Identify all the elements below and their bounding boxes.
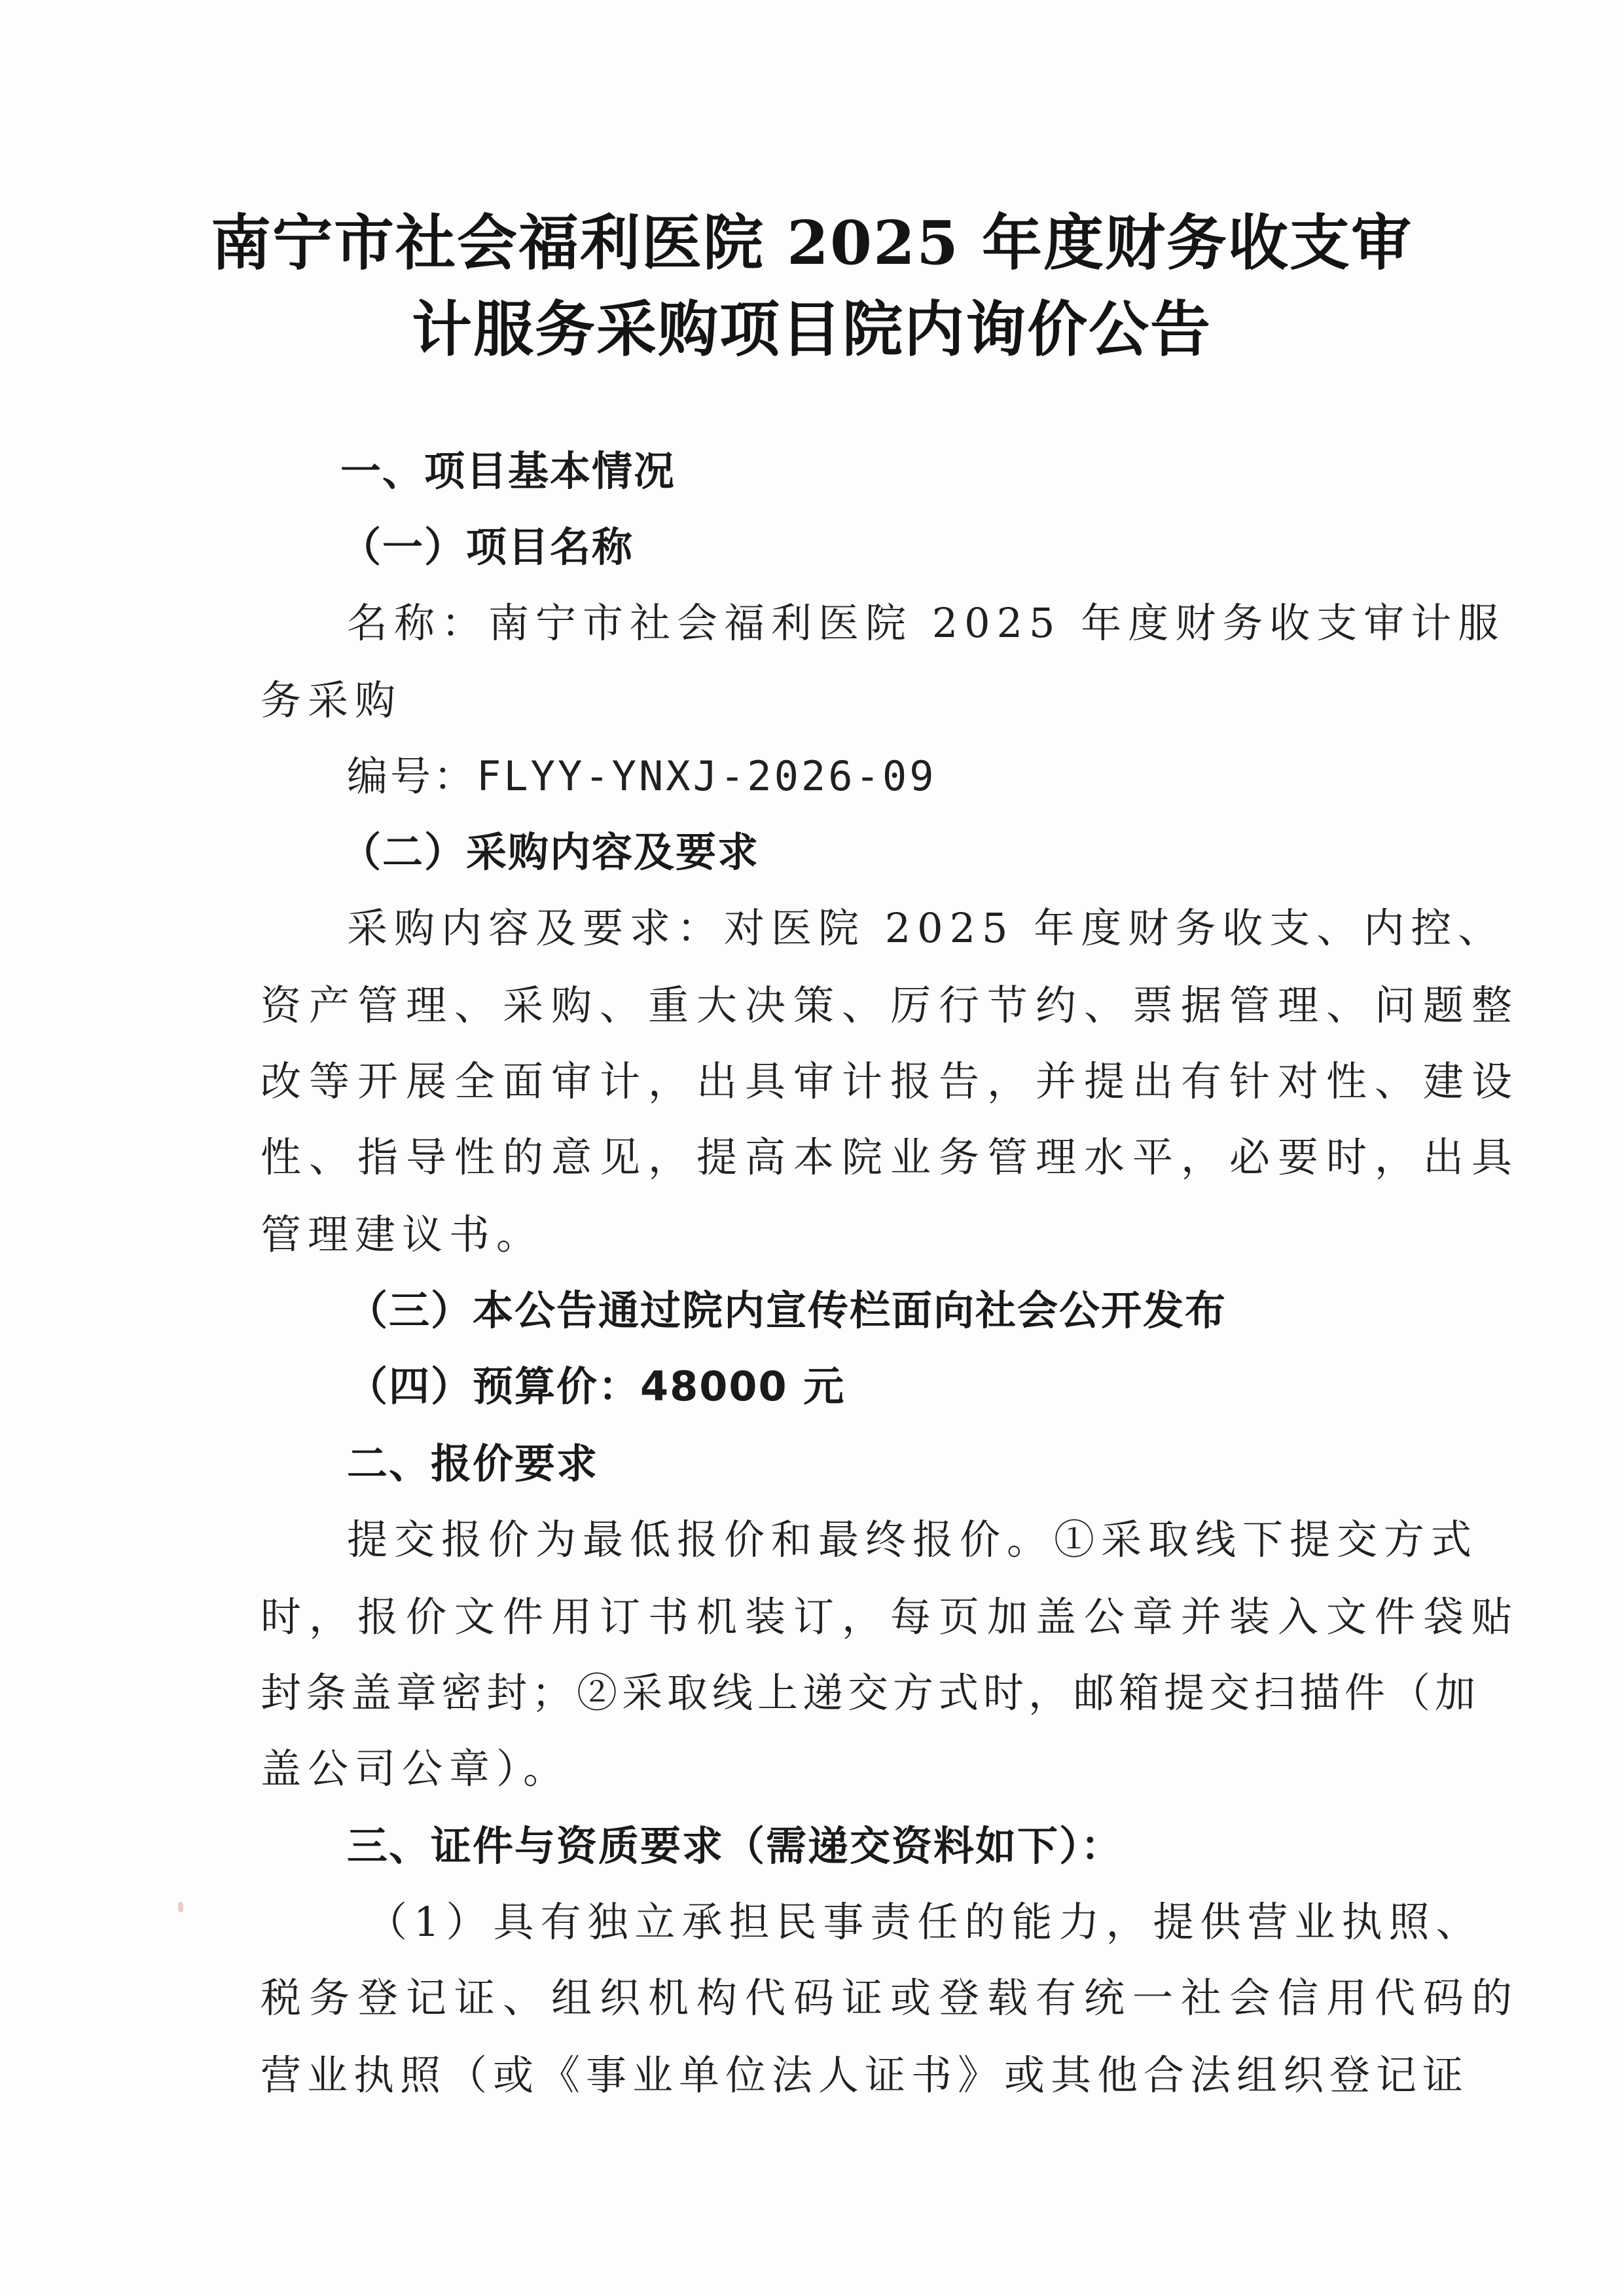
section-1-sub-1-heading: （一）项目名称 <box>340 523 634 571</box>
procurement-content-line-2: 资产管理、采购、重大决策、厉行节约、票据管理、问题整 <box>261 981 1521 1029</box>
quote-requirement-line-4: 盖公司公章）。 <box>261 1745 571 1793</box>
section-1-heading: 一、项目基本情况 <box>340 447 676 495</box>
section-1-sub-4-heading: （四）预算价：48000 元 <box>347 1362 846 1410</box>
section-1-sub-3-heading: （三）本公告通过院内宣传栏面向社会公开发布 <box>347 1286 1227 1334</box>
section-2-heading: 二、报价要求 <box>347 1440 599 1487</box>
project-code: 编号：FLYY-YNXJ-2026-09 <box>347 752 937 800</box>
procurement-content-line-3: 改等开展全面审计，出具审计报告，并提出有针对性、建设 <box>261 1057 1521 1105</box>
project-name-line-2: 务采购 <box>261 676 403 724</box>
qualification-line-3: 营业执照（或《事业单位法人证书》或其他合法组织登记证 <box>261 2051 1470 2099</box>
procurement-content-line-4: 性、指导性的意见，提高本院业务管理水平，必要时，出具 <box>261 1133 1521 1181</box>
document-title-line-2: 计服务采购项目院内询价公告 <box>411 294 1212 365</box>
section-1-sub-2-heading: （二）采购内容及要求 <box>340 828 760 876</box>
quote-requirement-line-3: 封条盖章密封；②采取线上递交方式时，邮箱提交扫描件（加 <box>261 1669 1481 1717</box>
document-title-line-1: 南宁市社会福利医院 2025 年度财务收支审 <box>210 208 1413 278</box>
qualification-line-1: （1）具有独立承担民事责任的能力，提供营业执照、 <box>367 1898 1483 1946</box>
scan-speck <box>178 1902 183 1912</box>
quote-requirement-line-2: 时，报价文件用订书机装订，每页加盖公章并装入文件袋贴 <box>261 1593 1521 1641</box>
procurement-content-line-5: 管理建议书。 <box>261 1211 544 1258</box>
procurement-content-line-1: 采购内容及要求：对医院 2025 年度财务收支、内控、 <box>347 904 1506 952</box>
quote-requirement-line-1: 提交报价为最低报价和最终报价。①采取线下提交方式 <box>347 1516 1479 1563</box>
project-name-line-1: 名称：南宁市社会福利医院 2025 年度财务收支审计服 <box>347 599 1506 647</box>
qualification-line-2: 税务登记证、组织机构代码证或登载有统一社会信用代码的 <box>261 1974 1521 2022</box>
section-3-heading: 三、证件与资质要求（需递交资料如下）： <box>347 1822 1123 1870</box>
